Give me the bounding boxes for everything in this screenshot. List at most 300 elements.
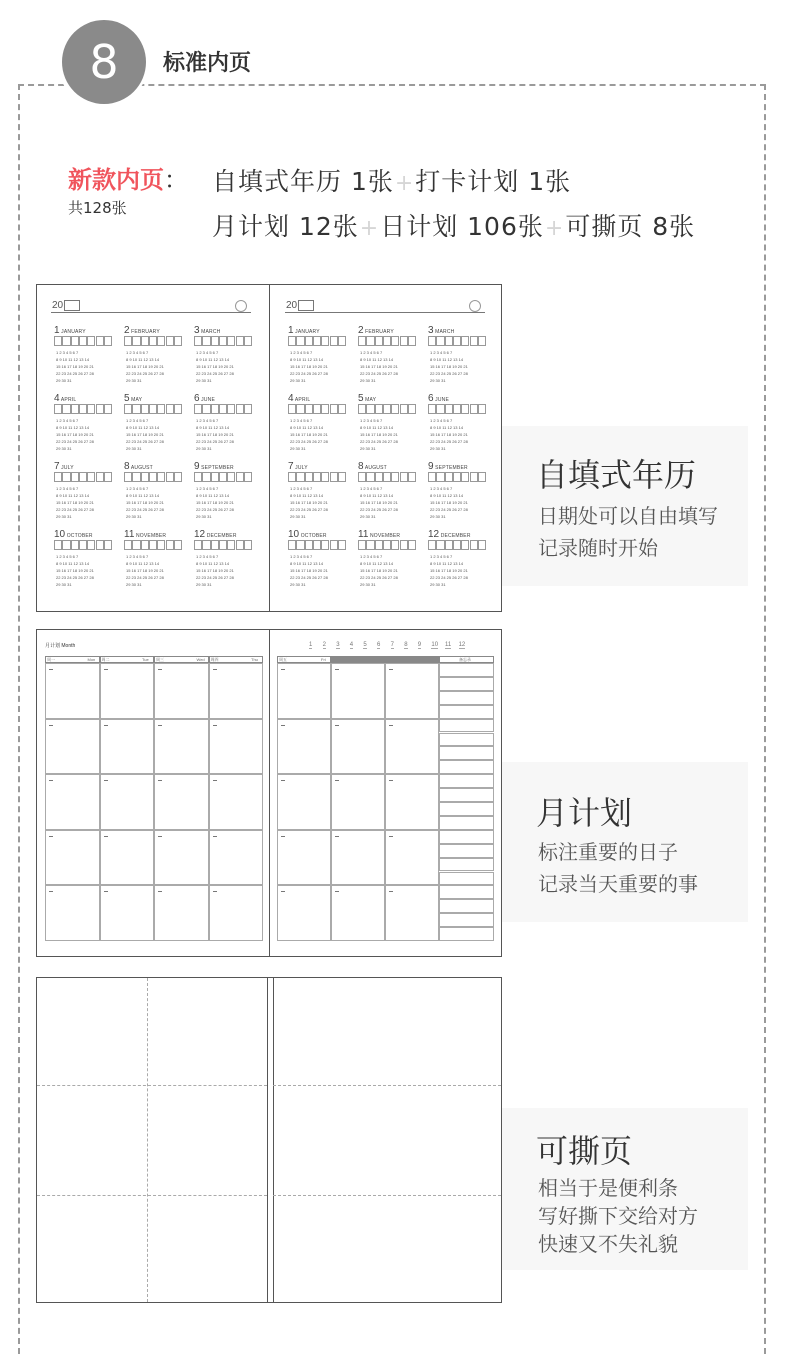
month-label <box>54 461 74 472</box>
month-number: 4 <box>54 393 60 404</box>
day-row: 15 16 17 18 19 20 21 <box>290 500 328 505</box>
day-row: 29 30 31 <box>196 378 212 383</box>
day-row: 15 16 17 18 19 20 21 <box>126 500 164 505</box>
date-fill-cell <box>166 336 174 346</box>
section-title: 标准内页 <box>163 46 257 77</box>
date-fill-cell <box>174 472 182 482</box>
day-dash <box>104 725 108 726</box>
perforation-line <box>37 1085 267 1086</box>
memo-line <box>439 663 494 677</box>
feature-panel-calendar <box>502 426 748 586</box>
weekday-cn: 周三 <box>156 657 164 662</box>
day-dash <box>389 725 393 726</box>
date-fill-cell <box>428 472 436 482</box>
day-row: 15 16 17 18 19 20 21 <box>430 500 468 505</box>
date-fill-cell <box>436 404 444 414</box>
day-row: 29 30 31 <box>290 582 306 587</box>
day-cell <box>45 774 100 830</box>
day-row: 22 23 24 25 26 27 28 <box>290 371 328 376</box>
date-fill-cell <box>321 336 329 346</box>
memo-line <box>439 885 494 899</box>
date-fill-cell <box>149 404 157 414</box>
day-row: 1 2 3 4 5 6 7 <box>196 350 219 355</box>
date-fill-cell <box>194 540 202 550</box>
day-row: 1 2 3 4 5 6 7 <box>56 486 79 491</box>
month-label <box>358 393 376 404</box>
day-cell <box>331 885 385 941</box>
day-row: 1 2 3 4 5 6 7 <box>290 350 313 355</box>
date-fill-cell <box>62 404 70 414</box>
memo-line <box>439 844 494 858</box>
date-fill-cell <box>62 472 70 482</box>
date-fill-cell <box>157 540 165 550</box>
day-row: 29 30 31 <box>430 446 446 451</box>
month-number: 3 <box>428 325 434 336</box>
date-fill-cell <box>194 404 202 414</box>
date-fill-cell <box>149 540 157 550</box>
date-fill-cell <box>428 540 436 550</box>
date-fill-cell <box>166 540 174 550</box>
date-fill-cell <box>383 540 391 550</box>
day-row: 29 30 31 <box>290 514 306 519</box>
day-row: 22 23 24 25 26 27 28 <box>56 439 94 444</box>
date-fill-cell <box>87 472 95 482</box>
day-cell <box>331 774 385 830</box>
date-fill-cell <box>321 472 329 482</box>
memo-line <box>439 746 494 760</box>
date-fill-cell <box>236 336 244 346</box>
tear-off-spread <box>36 977 502 1303</box>
day-row: 29 30 31 <box>196 514 212 519</box>
yearly-calendar-spread <box>36 284 502 612</box>
date-fill-cell <box>461 472 469 482</box>
day-row: 29 30 31 <box>126 378 142 383</box>
date-fill-cell <box>194 472 202 482</box>
day-row: 15 16 17 18 19 20 21 <box>360 432 398 437</box>
date-fill-cell <box>366 472 374 482</box>
date-fill-cell <box>296 472 304 482</box>
date-fill-cell <box>383 404 391 414</box>
month-name: JUNE <box>199 397 216 403</box>
monthly-title: 月计划 Month <box>45 643 76 649</box>
weekday-en: Mon <box>87 657 96 662</box>
month-selector: 3 <box>336 642 340 648</box>
date-fill-cell <box>453 540 461 550</box>
date-fill-cell <box>338 540 346 550</box>
day-cell <box>331 663 385 719</box>
date-fill-cell <box>211 404 219 414</box>
day-dash <box>335 891 339 892</box>
day-dash <box>104 669 108 670</box>
date-fill-cell <box>202 404 210 414</box>
date-fill-cell <box>227 472 235 482</box>
date-fill-cell <box>244 404 252 414</box>
month-label <box>288 529 327 540</box>
feature-line: 日期处可以自由填写 <box>538 504 718 528</box>
date-fill-cell <box>330 472 338 482</box>
day-row: 29 30 31 <box>196 446 212 451</box>
date-fill-cell <box>288 404 296 414</box>
day-dash <box>213 836 217 837</box>
day-row: 15 16 17 18 19 20 21 <box>126 364 164 369</box>
memo-line <box>439 733 494 747</box>
date-fill-cell <box>366 336 374 346</box>
day-row: 22 23 24 25 26 27 28 <box>430 439 468 444</box>
day-row: 22 23 24 25 26 27 28 <box>56 507 94 512</box>
day-cell <box>385 719 439 775</box>
year-label: 20 <box>52 300 64 311</box>
day-row: 8 9 10 11 12 13 14 <box>360 357 394 362</box>
date-fill-cell <box>166 404 174 414</box>
day-row: 15 16 17 18 19 20 21 <box>360 364 398 369</box>
feature-panel-monthly <box>502 762 748 922</box>
day-row: 22 23 24 25 26 27 28 <box>196 371 234 376</box>
day-cell <box>209 830 264 886</box>
punch-circle <box>235 300 247 312</box>
date-fill-cell <box>321 540 329 550</box>
day-row: 15 16 17 18 19 20 21 <box>196 432 234 437</box>
section-number-badge: 8 <box>62 20 146 104</box>
month-name: JULY <box>293 465 308 471</box>
date-fill-cell <box>132 404 140 414</box>
day-row: 15 16 17 18 19 20 21 <box>360 500 398 505</box>
date-fill-cell <box>87 336 95 346</box>
day-dash <box>281 891 285 892</box>
date-fill-cell <box>461 336 469 346</box>
day-row: 22 23 24 25 26 27 28 <box>360 371 398 376</box>
day-cell <box>277 885 331 941</box>
month-name: MARCH <box>199 329 221 335</box>
date-fill-cell <box>236 472 244 482</box>
date-fill-cell <box>141 336 149 346</box>
day-row: 22 23 24 25 26 27 28 <box>196 575 234 580</box>
day-dash <box>49 836 53 837</box>
date-fill-cell <box>330 336 338 346</box>
date-fill-cell <box>149 336 157 346</box>
day-row: 8 9 10 11 12 13 14 <box>126 425 160 430</box>
date-fill-cell <box>96 540 104 550</box>
day-row: 29 30 31 <box>56 582 72 587</box>
month-selector: 2 <box>322 642 326 648</box>
month-number: 1 <box>288 325 294 336</box>
day-row: 15 16 17 18 19 20 21 <box>56 432 94 437</box>
day-row: 1 2 3 4 5 6 7 <box>360 486 383 491</box>
day-row: 29 30 31 <box>290 446 306 451</box>
date-fill-cell <box>391 472 399 482</box>
weekday-cn: 周一 <box>47 657 55 662</box>
day-row: 1 2 3 4 5 6 7 <box>126 350 149 355</box>
date-fill-cell <box>54 404 62 414</box>
date-fill-cell <box>244 540 252 550</box>
day-row: 22 23 24 25 26 27 28 <box>360 439 398 444</box>
feature-line: 写好撕下交给对方 <box>538 1204 698 1228</box>
date-fill-cell <box>71 404 79 414</box>
date-fill-cell <box>79 336 87 346</box>
day-dash <box>158 780 162 781</box>
day-row: 1 2 3 4 5 6 7 <box>126 486 149 491</box>
month-selector: 4 <box>349 642 354 648</box>
month-name: JUNE <box>433 397 450 403</box>
month-selector: 6 <box>377 642 381 648</box>
day-row: 15 16 17 18 19 20 21 <box>196 568 234 573</box>
day-row: 22 23 24 25 26 27 28 <box>126 439 164 444</box>
month-label <box>194 325 220 336</box>
month-number: 2 <box>124 325 130 336</box>
month-number: 11 <box>124 529 135 540</box>
date-fill-cell <box>288 472 296 482</box>
month-number: 5 <box>124 393 130 404</box>
day-cell <box>209 719 264 775</box>
month-label <box>194 461 234 472</box>
month-number: 5 <box>358 393 364 404</box>
date-fill-cell <box>305 336 313 346</box>
date-fill-cell <box>211 540 219 550</box>
intro-line-1 <box>212 162 571 198</box>
date-fill-cell <box>305 540 313 550</box>
month-label <box>124 461 153 472</box>
date-fill-cell <box>79 404 87 414</box>
day-row: 1 2 3 4 5 6 7 <box>360 554 383 559</box>
month-name: APRIL <box>293 397 311 403</box>
month-selector: 1 <box>309 642 313 648</box>
month-label <box>54 325 86 336</box>
day-row: 29 30 31 <box>430 514 446 519</box>
day-dash <box>389 836 393 837</box>
day-row: 1 2 3 4 5 6 7 <box>430 554 453 559</box>
month-name: JANUARY <box>59 329 86 335</box>
date-fill-cell <box>400 540 408 550</box>
month-label <box>428 461 468 472</box>
day-cell <box>277 830 331 886</box>
intro-item: 打卡计划 1张 <box>415 167 572 196</box>
date-fill-cell <box>330 404 338 414</box>
day-cell <box>331 830 385 886</box>
day-dash <box>158 669 162 670</box>
date-fill-cell <box>296 336 304 346</box>
day-row: 29 30 31 <box>430 582 446 587</box>
date-fill-cell <box>124 540 132 550</box>
memo-line <box>439 719 494 733</box>
date-fill-cell <box>132 540 140 550</box>
month-name: NOVEMBER <box>368 533 401 539</box>
intro-item: 自填式年历 1张 <box>212 167 394 196</box>
date-fill-cell <box>219 472 227 482</box>
month-name: MAY <box>363 397 377 403</box>
day-cell <box>385 774 439 830</box>
intro-count: 共128张 <box>68 199 127 217</box>
date-fill-cell <box>79 540 87 550</box>
intro-label <box>68 160 188 195</box>
month-number: 7 <box>54 461 60 472</box>
day-row: 8 9 10 11 12 13 14 <box>360 493 394 498</box>
feature-title: 自填式年历 <box>536 456 697 494</box>
memo-line <box>439 760 494 774</box>
date-fill-cell <box>288 540 296 550</box>
month-name: FEBRUARY <box>129 329 160 335</box>
date-fill-cell <box>313 336 321 346</box>
month-number: 9 <box>194 461 200 472</box>
day-row: 29 30 31 <box>360 582 376 587</box>
date-fill-cell <box>470 336 478 346</box>
day-row: 1 2 3 4 5 6 7 <box>126 418 149 423</box>
date-fill-cell <box>478 540 486 550</box>
date-fill-cell <box>141 404 149 414</box>
date-fill-cell <box>96 336 104 346</box>
day-row: 1 2 3 4 5 6 7 <box>430 350 453 355</box>
date-fill-cell <box>54 540 62 550</box>
day-dash <box>49 725 53 726</box>
month-selector: 10 <box>431 642 439 648</box>
day-cell <box>45 830 100 886</box>
month-name: OCTOBER <box>299 533 327 539</box>
date-fill-cell <box>132 472 140 482</box>
day-dash <box>158 725 162 726</box>
day-dash <box>104 891 108 892</box>
feature-line: 快速又不失礼貌 <box>538 1232 678 1256</box>
date-fill-cell <box>461 404 469 414</box>
date-fill-cell <box>436 540 444 550</box>
plus-sign: + <box>394 171 415 196</box>
day-row: 8 9 10 11 12 13 14 <box>196 493 230 498</box>
day-row: 22 23 24 25 26 27 28 <box>196 439 234 444</box>
day-row: 29 30 31 <box>126 446 142 451</box>
month-label <box>124 325 160 336</box>
plus-sign: + <box>544 216 565 241</box>
date-fill-cell <box>375 336 383 346</box>
date-fill-cell <box>408 472 416 482</box>
month-name: NOVEMBER <box>134 533 167 539</box>
day-cell <box>154 885 209 941</box>
day-dash <box>335 669 339 670</box>
date-fill-cell <box>366 404 374 414</box>
date-fill-cell <box>157 472 165 482</box>
date-fill-cell <box>408 336 416 346</box>
month-label <box>428 325 454 336</box>
day-cell <box>100 719 155 775</box>
month-label <box>54 393 76 404</box>
shaded-header <box>331 656 439 663</box>
day-row: 1 2 3 4 5 6 7 <box>290 554 313 559</box>
intro-item: 月计划 12张 <box>212 212 359 241</box>
header-rule <box>51 312 251 313</box>
day-dash <box>213 780 217 781</box>
date-fill-cell <box>104 472 112 482</box>
day-cell <box>385 663 439 719</box>
date-fill-cell <box>408 404 416 414</box>
date-fill-cell <box>62 336 70 346</box>
month-label <box>288 461 308 472</box>
date-fill-cell <box>227 336 235 346</box>
date-fill-cell <box>202 336 210 346</box>
day-cell <box>277 719 331 775</box>
day-row: 29 30 31 <box>56 378 72 383</box>
date-fill-cell <box>202 540 210 550</box>
date-fill-cell <box>157 404 165 414</box>
day-row: 22 23 24 25 26 27 28 <box>56 575 94 580</box>
date-fill-cell <box>174 404 182 414</box>
date-fill-cell <box>338 472 346 482</box>
month-name: AUGUST <box>363 465 387 471</box>
day-row: 1 2 3 4 5 6 7 <box>126 554 149 559</box>
month-label <box>54 529 93 540</box>
month-name: JULY <box>59 465 74 471</box>
perforation-line <box>147 978 148 1302</box>
month-name: SEPTEMBER <box>199 465 234 471</box>
weekday-en: Wed <box>196 657 205 662</box>
date-fill-cell <box>470 472 478 482</box>
date-fill-cell <box>71 540 79 550</box>
month-number: 6 <box>428 393 434 404</box>
day-cell <box>331 719 385 775</box>
month-label <box>428 393 449 404</box>
day-cell <box>154 774 209 830</box>
month-number: 6 <box>194 393 200 404</box>
date-fill-cell <box>157 336 165 346</box>
month-number: 7 <box>288 461 294 472</box>
day-row: 8 9 10 11 12 13 14 <box>196 425 230 430</box>
month-number: 8 <box>358 461 364 472</box>
date-fill-cell <box>313 540 321 550</box>
memo-line <box>439 872 494 886</box>
date-fill-cell <box>174 336 182 346</box>
date-fill-cell <box>227 404 235 414</box>
memo-title: 备忘录 <box>459 657 471 662</box>
day-row: 22 23 24 25 26 27 28 <box>126 575 164 580</box>
day-row: 8 9 10 11 12 13 14 <box>430 561 464 566</box>
date-fill-cell <box>79 472 87 482</box>
month-name: MARCH <box>433 329 455 335</box>
day-row: 15 16 17 18 19 20 21 <box>430 432 468 437</box>
day-row: 29 30 31 <box>126 582 142 587</box>
day-row: 22 23 24 25 26 27 28 <box>430 507 468 512</box>
day-dash <box>49 780 53 781</box>
day-row: 8 9 10 11 12 13 14 <box>56 493 90 498</box>
date-fill-cell <box>338 404 346 414</box>
page-spine <box>267 978 268 1302</box>
day-dash <box>335 836 339 837</box>
day-cell <box>100 774 155 830</box>
date-fill-cell <box>366 540 374 550</box>
date-fill-cell <box>478 472 486 482</box>
header-rule <box>285 312 485 313</box>
day-row: 1 2 3 4 5 6 7 <box>196 554 219 559</box>
date-fill-cell <box>445 404 453 414</box>
date-fill-cell <box>132 336 140 346</box>
memo-line <box>439 705 494 719</box>
day-row: 8 9 10 11 12 13 14 <box>56 425 90 430</box>
date-fill-cell <box>375 540 383 550</box>
day-cell <box>100 830 155 886</box>
day-cell <box>277 774 331 830</box>
date-fill-cell <box>96 472 104 482</box>
day-row: 15 16 17 18 19 20 21 <box>56 364 94 369</box>
day-row: 29 30 31 <box>360 514 376 519</box>
date-fill-cell <box>445 540 453 550</box>
day-dash <box>335 725 339 726</box>
feature-title: 可撕页 <box>536 1132 633 1170</box>
date-fill-cell <box>87 540 95 550</box>
day-row: 15 16 17 18 19 20 21 <box>290 568 328 573</box>
memo-line <box>439 927 494 941</box>
date-fill-cell <box>445 336 453 346</box>
month-selector: 5 <box>363 642 367 648</box>
day-dash <box>281 780 285 781</box>
day-row: 1 2 3 4 5 6 7 <box>56 554 79 559</box>
day-row: 22 23 24 25 26 27 28 <box>290 439 328 444</box>
date-fill-cell <box>166 472 174 482</box>
date-fill-cell <box>104 540 112 550</box>
date-fill-cell <box>383 472 391 482</box>
